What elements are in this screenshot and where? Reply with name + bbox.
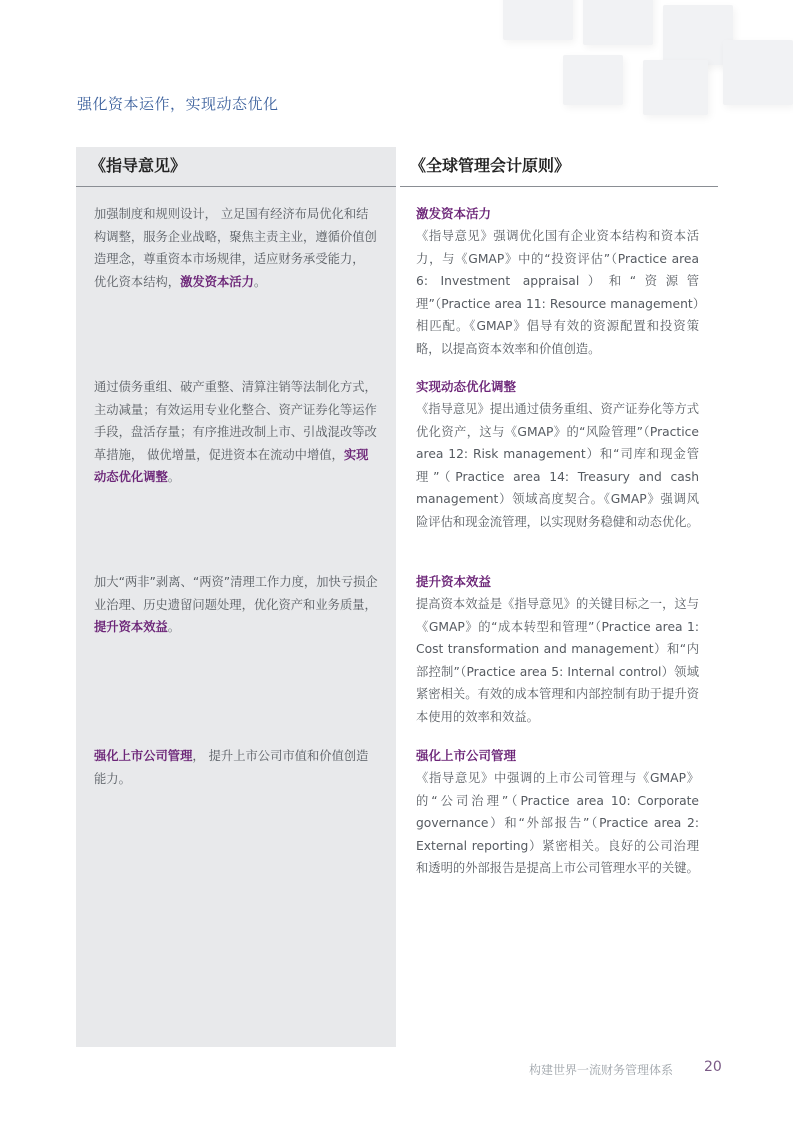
- right-block-2: [416, 376, 699, 533]
- left-block-highlight: 强化上市公司管理: [94, 749, 193, 763]
- right-block-title: 实现动态优化调整: [416, 379, 517, 394]
- left-block-text: 加大“两非”剥离、“两资”清理工作力度，加快亏损企业治理、历史遗留问题处理，优化资产和业务质量，: [94, 575, 378, 612]
- right-block-title: 提升资本效益: [416, 574, 492, 589]
- right-block-1: [416, 203, 699, 360]
- left-block-highlight: 激发资本活力: [180, 274, 254, 289]
- right-heading-divider: [400, 186, 718, 187]
- left-block-end: 。: [167, 470, 181, 484]
- section-title: 强化资本运作，实现动态优化: [77, 95, 279, 113]
- left-heading-divider: [76, 186, 396, 187]
- left-block-end: 。: [253, 274, 267, 289]
- right-column-heading: 《全球管理会计原则》: [410, 156, 571, 175]
- left-column-heading: 《指导意见》: [90, 156, 187, 175]
- right-block-3: [416, 571, 699, 728]
- left-block-text: ， 提升上市公司市值和价值创造能力。: [94, 749, 369, 786]
- background-decoration: [463, 0, 793, 150]
- right-block-body: 提高资本效益是《指导意见》的关键目标之一，这与《GMAP》的“成本转型和管理”（Practice area 1: Cost transformation and management）和“内部控制”（Practice area 5: Internal control）领域紧密相关。有效的成本管理和内部控制有助于提升资本使用的效率和效益。: [416, 597, 699, 724]
- left-block-2: [94, 376, 379, 489]
- left-block-1: [94, 203, 379, 293]
- right-block-body: 《指导意见》中强调的上市公司管理与《GMAP》的“公司治理”（Practice area 10: Corporate governance）和“外部报告”（Practice area 2: External reporting）紧密相关。良好的公司治理和透明的外部报告是提高上市公司管理水平的关键。: [416, 771, 699, 875]
- left-block-highlight: 实现动态优化调整: [94, 447, 369, 484]
- right-block-title: 强化上市公司管理: [416, 748, 517, 763]
- left-block-text: 通过债务重组、破产重整、清算注销等法制化方式，主动减量；有效运用专业化整合、资产证券化等运作手段，盘活存量；有序推进改制上市、引战混改等改革措施， 做优增量，促进资本在流动中增值，: [94, 380, 377, 462]
- right-block-title: 激发资本活力: [416, 206, 492, 221]
- right-block-4: [416, 745, 699, 880]
- left-block-highlight: 提升资本效益: [94, 620, 168, 634]
- left-block-3: [94, 571, 379, 639]
- right-block-body: 《指导意见》强调优化国有企业资本结构和资本活力，与《GMAP》中的“投资评估”（Practice area 6: Investment appraisal）和“资源管理”（Practice area 11: Resource management）相匹配。《GMAP》倡导有效的资源配置和投资策略，以提高资本效率和价值创造。: [416, 229, 699, 356]
- left-block-end: 。: [167, 620, 181, 634]
- left-block-4: [94, 745, 379, 790]
- left-block-text: 加强制度和规则设计， 立足国有经济布局优化和结构调整，服务企业战略，聚焦主责主业，遵循价值创造理念，尊重资本市场规律，适应财务承受能力， 优化资本结构，: [94, 207, 377, 289]
- right-block-body: 《指导意见》提出通过债务重组、资产证券化等方式优化资产，这与《GMAP》的“风险管理”（Practice area 12: Risk management）和“司库和现金管理”（Practice area 14: Treasury and cash management）领域高度契合。《GMAP》强调风险评估和现金流管理，以实现财务稳健和动态优化。: [416, 402, 699, 529]
- footer-text: 构建世界一流财务管理体系: [529, 1063, 674, 1077]
- page-number: 20: [704, 1059, 722, 1075]
